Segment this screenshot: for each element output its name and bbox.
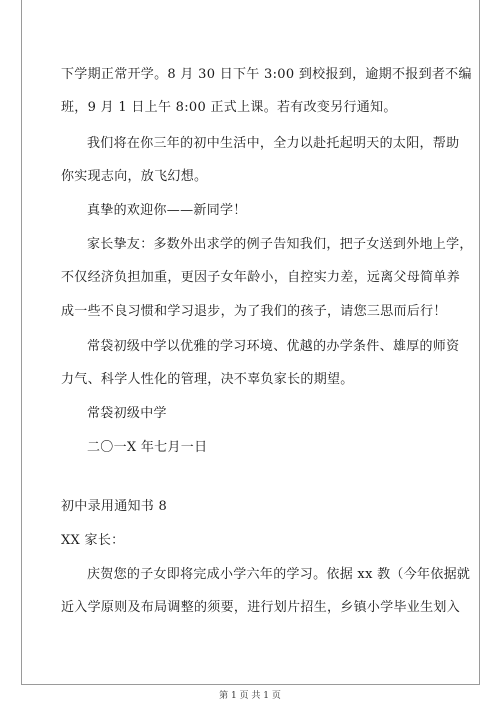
text-line: 常袋初级中学以优雅的学习环境、优越的办学条件、雄厚的师资 bbox=[87, 339, 460, 354]
text-line: 你实现志向，放飞幻想。 bbox=[61, 169, 208, 184]
section-title: 初中录用通知书 8 bbox=[61, 499, 168, 514]
text-line: 庆贺您的子女即将完成小学六年的学习。依据 xx 教（今年依据就 bbox=[87, 567, 471, 582]
text-line: 我们将在你三年的初中生活中，全力以赴托起明天的太阳，帮助 bbox=[87, 136, 460, 151]
salutation: XX 家长： bbox=[61, 533, 125, 548]
page-border-left bbox=[21, 0, 22, 684]
signature-date: 二〇一X 年七月一日 bbox=[87, 440, 208, 455]
text-line: 班，9 月 1 日上午 8:00 正式上课。若有改变另行通知。 bbox=[61, 100, 397, 115]
text-line: 力气、科学人性化的管理，决不辜负家长的期望。 bbox=[61, 372, 354, 387]
page-border-bottom bbox=[21, 684, 480, 685]
text-line: 下学期正常开学。8 月 30 日下午 3:00 到校报到，逾期不报到者不编 bbox=[61, 67, 472, 82]
text-line: 成一些不良习惯和学习退步，为了我们的孩子，请您三思而后行！ bbox=[61, 304, 447, 319]
page-footer: 第 1 页 共 1 页 bbox=[219, 691, 281, 701]
page-border-right bbox=[479, 0, 480, 684]
text-line: 近入学原则及布局调整的须要，进行划片招生，乡镇小学毕业生划入 bbox=[61, 600, 461, 615]
signature-school: 常袋初级中学 bbox=[87, 406, 167, 421]
text-line: 真挚的欢迎你——新同学！ bbox=[87, 203, 247, 218]
text-line: 不仅经济负担加重，更因子女年龄小，自控实力差，远离父母简单养 bbox=[61, 270, 461, 285]
text-line: 家长挚友：多数外出求学的例子告知我们，把子女送到外地上学， bbox=[87, 237, 473, 252]
